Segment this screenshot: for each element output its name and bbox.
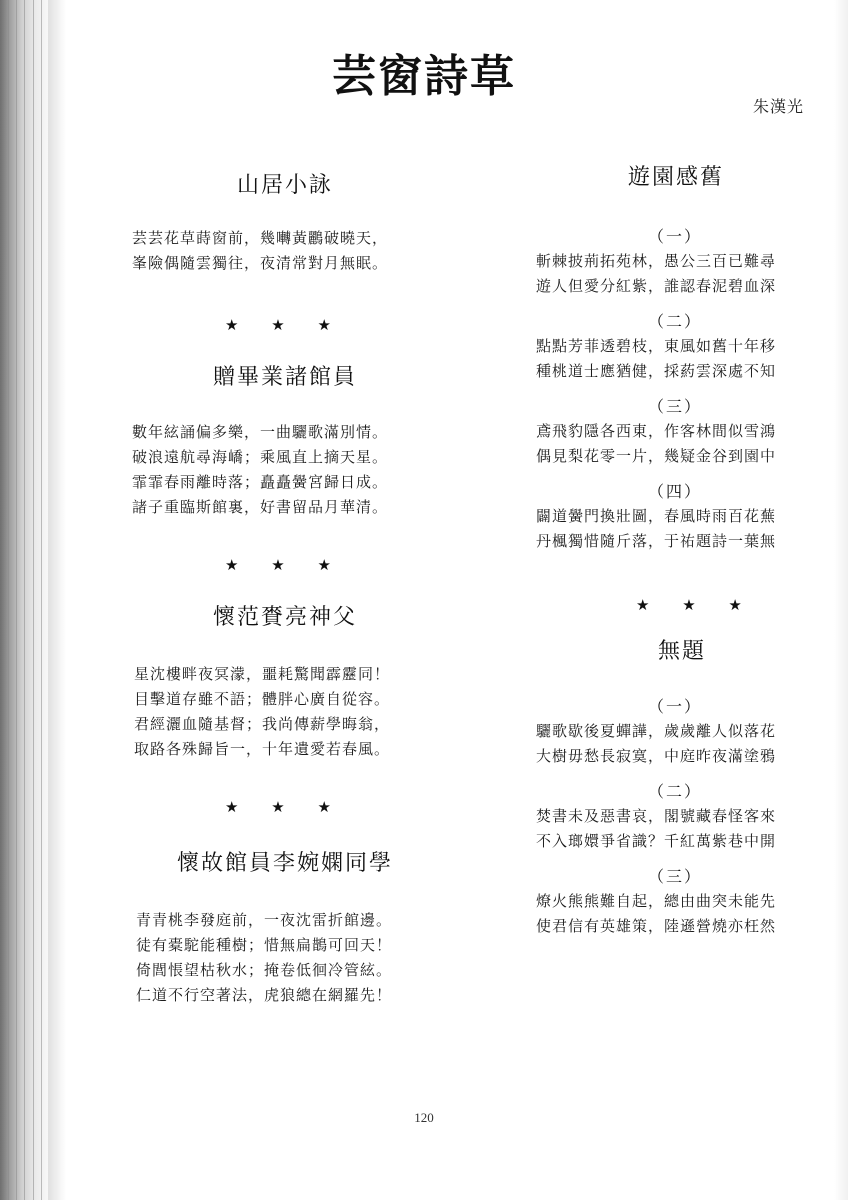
poem-body (528, 889, 848, 939)
poem-body (100, 226, 470, 276)
poem-line: 焚書未及惡書哀，閣號藏春怪客來 (536, 807, 777, 825)
page-edge-line (24, 0, 25, 1200)
poem-title: 遊園感舊 (628, 165, 725, 190)
stanza-label: （二） (648, 782, 703, 801)
poem-line: 點點芳菲透碧枝，東風如舊十年移 (536, 337, 777, 355)
section-divider-stars: ★ ★ ★ (225, 798, 345, 816)
poem-title: 贈畢業諸館員 (212, 365, 357, 390)
poem-title: 懷范賚亮神父 (212, 605, 357, 630)
stanza-label: （二） (648, 312, 703, 331)
page-edge-line (16, 0, 17, 1200)
poem-line: 君經灑血隨基督；我尚傳薪學晦翁， (134, 715, 391, 733)
poem-body (528, 504, 848, 554)
stanza-label: （一） (648, 227, 703, 246)
poem-line: 不入瑯嬛爭省識？千紅萬紫巷中開 (536, 832, 777, 850)
poem-line: 峯險偶隨雲獨往，夜清常對月無眠。 (132, 254, 389, 272)
poem-line: 遊人但愛分紅紫，誰認春泥碧血深 (536, 277, 777, 295)
poem-title: 懷故館員李婉嫻同學 (176, 851, 393, 876)
page-edge-line (41, 0, 42, 1200)
poem-line: 使君信有英雄策，陸遜營燒亦枉然 (536, 917, 777, 935)
poem-title: 無題 (658, 639, 707, 664)
poem-line: 芸芸花草蒔窗前，幾囀黃鸝破曉天， (132, 229, 389, 247)
poem-line: 取路各殊歸旨一，十年遺愛若春風。 (134, 740, 391, 758)
poem-body (528, 804, 848, 854)
right-column (528, 160, 848, 939)
page-number: 120 (414, 1110, 434, 1125)
stanza-label: （三） (648, 867, 703, 886)
section-divider-stars: ★ ★ ★ (225, 316, 345, 334)
page-edge-line (33, 0, 34, 1200)
poem-line: 霏霏春雨離時落；矗矗黌宮歸日成。 (132, 473, 389, 491)
poem-body (100, 908, 470, 1008)
poem-line: 徒有橐駝能種樹；惜無扁鵲可回天！ (136, 936, 393, 954)
section-divider-stars: ★ ★ ★ (636, 596, 756, 614)
poem-line: 大樹毋愁長寂寞，中庭昨夜滿塗鴉 (536, 747, 777, 765)
page-title: 芸窗詩草 (332, 51, 516, 102)
poem-line: 仁道不行空著法，虎狼總在網羅先！ (136, 986, 393, 1004)
poem-title: 山居小詠 (236, 173, 333, 198)
poem-body (100, 420, 470, 520)
poem-line: 丹楓獨惜隨斤落，于祐題詩一葉無 (536, 532, 777, 550)
author-name: 朱漢光 (752, 97, 804, 116)
poem-line: 闢道黌門換壯圖，春風時雨百花蕪 (536, 507, 777, 525)
poem-body (528, 334, 848, 384)
page-gutter-shadow (48, 0, 66, 1200)
poem-line: 種桃道士應猶健，採葯雲深處不知 (536, 362, 777, 380)
poem-body (528, 249, 848, 299)
poem-line: 偶見梨花零一片，幾疑金谷到園中 (536, 447, 777, 465)
poem-line: 目擊道存雖不語；體胖心廣自從容。 (134, 690, 391, 708)
poem-line: 斬棘披荊拓苑林，愚公三百已難尋 (536, 252, 777, 270)
poem-body (528, 419, 848, 469)
poem-line: 倚閭悵望枯秋水；掩卷低徊冷管絃。 (136, 961, 393, 979)
stanza-label: （一） (648, 697, 703, 716)
poem-line: 鳶飛豹隱各西東，作客林間似雪鴻 (536, 422, 777, 440)
poem-line: 星沈樓畔夜冥濛，噩耗驚聞霹靂同！ (134, 665, 391, 683)
poem-line: 驪歌歇後夏蟬譁，歲歲離人似落花 (536, 722, 777, 740)
page-edge-line (8, 0, 9, 1200)
stanza-label: （三） (648, 397, 703, 416)
left-column (100, 168, 470, 1008)
section-divider-stars: ★ ★ ★ (225, 556, 345, 574)
poem-line: 青青桃李發庭前，一夜沈雷折館邊。 (136, 911, 393, 929)
poem-body (100, 662, 470, 762)
poem-line: 諸子重臨斯館裏，好書留品月華清。 (132, 498, 389, 516)
poem-line: 燎火熊熊難自起，總由曲突未能先 (536, 892, 777, 910)
poem-line: 數年絃誦偏多樂，一曲驪歌滿別情。 (132, 423, 389, 441)
poem-body (528, 719, 848, 769)
stanza-label: （四） (648, 482, 703, 501)
poem-line: 破浪遠航尋海嶠；乘風直上摘天星。 (132, 448, 389, 466)
